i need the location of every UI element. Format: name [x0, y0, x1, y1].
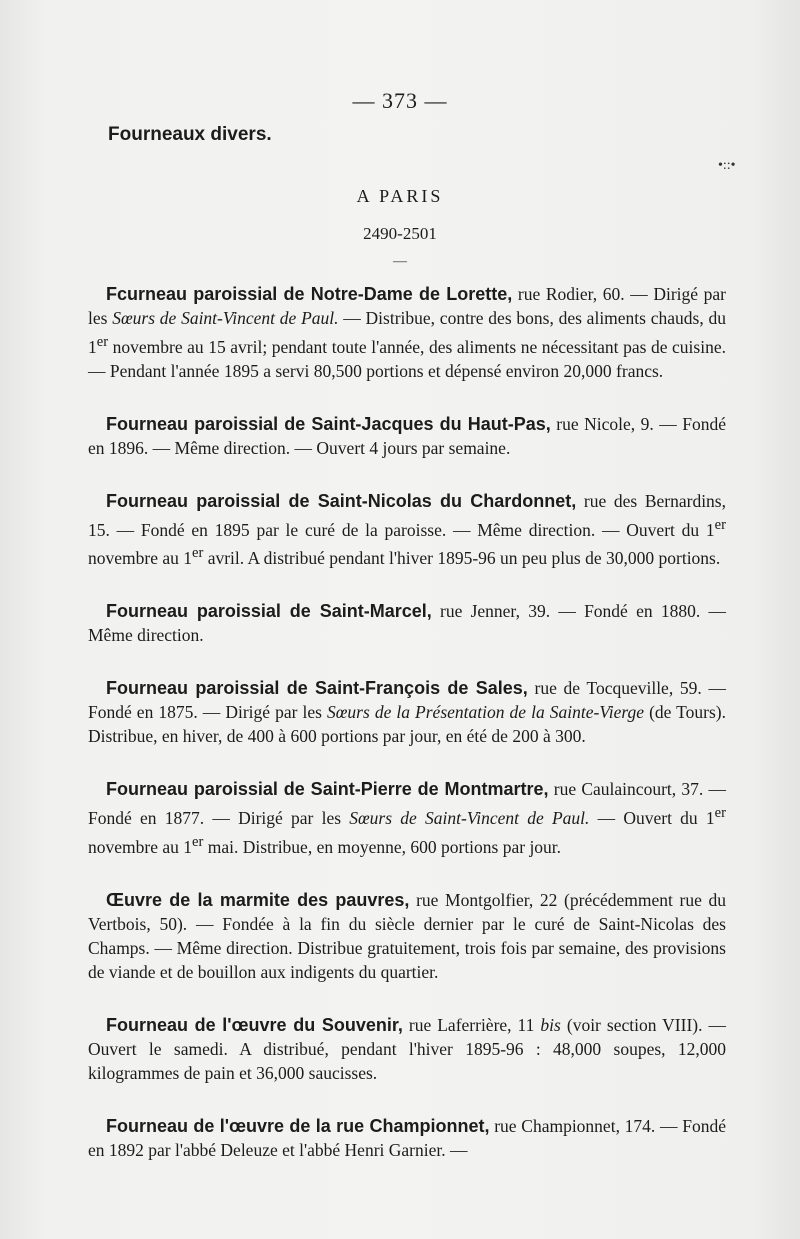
entry-number-range: 2490-2501 [363, 224, 437, 243]
entry-name: Œuvre de la marmite des pauvres, [106, 890, 410, 911]
list-item [88, 282, 726, 383]
entry-list [88, 282, 726, 1191]
entry-body: rue Nicole, 9. — Fondé en 1896. — Même direction. — Ouvert 4 jours par semaine. [88, 413, 726, 458]
list-item [88, 1013, 726, 1085]
city-heading: A PARIS [356, 186, 444, 206]
entry-name: Fourneau paroissial de Saint-Pierre de Montmartre, [106, 779, 549, 800]
entry-name: Fourneau paroissial de Saint-Nicolas du Chardonnet, [106, 490, 577, 511]
section-title: Fourneaux divers. [108, 124, 272, 145]
entry-body: rue de Tocqueville, 59. — Fondé en 1875. — Dirigé par les Sœurs de la Présentation de la Sainte-Vierge (de Tours). Distribue, en hiver, de 400 à 600 portions par jour, en été de 200 à 300. [88, 678, 726, 747]
entry-name: Fourneau de l'œuvre de la rue Championnet, [106, 1116, 490, 1137]
separator: — [393, 254, 407, 269]
entry-body: rue Championnet, 174. — Fondé en 1892 par l'abbé Deleuze et l'abbé Henri Garnier. — [88, 1116, 727, 1161]
entry-body: rue Montgolfier, 22 (précédemment rue du Vertbois, 50). — Fondée à la fin du siècle dernier par le curé de Saint-Nicolas des Champs. — Même direction. Distribue gratuitement, trois fois par semaine, des provisions de viande et de bouillon aux indigents du quartier. [88, 890, 727, 983]
list-item [88, 1114, 726, 1162]
list-item [88, 777, 726, 859]
entry-body: rue Laferrière, 11 bis (voir section VIII). — Ouvert le samedi. A distribué, pendant l'hiver 1895-96 : 48,000 soupes, 12,000 kilogrammes de pain et 36,000 saucisses. [88, 1015, 726, 1084]
page-number: — 373 — [352, 88, 448, 113]
list-item [88, 489, 726, 571]
printer-mark: •::• [718, 158, 736, 173]
entry-name: Fourneau paroissial de Saint-Jacques du Haut-Pas, [106, 413, 551, 434]
list-item [88, 412, 726, 460]
entry-name: Fourneau paroissial de Saint-Marcel, [106, 601, 432, 622]
entry-body: rue Caulaincourt, 37. — Fondé en 1877. — Dirigé par les Sœurs de Saint-Vincent de Paul. — Ouvert du 1er novembre au 1er mai. Distribue, en moyenne, 600 portions par jour. [88, 779, 727, 858]
entry-name: Fourneau de l'œuvre du Souvenir, [106, 1015, 403, 1036]
list-item [88, 676, 726, 748]
entry-body: rue des Bernardins, 15. — Fondé en 1895 par le curé de la paroisse. — Même direction. — Ouvert du 1er novembre au 1er avril. A distribué pendant l'hiver 1895-96 un peu plus de 30,000 portions. [88, 490, 726, 569]
entry-body: rue Jenner, 39. — Fondé en 1880. — Même direction. [88, 601, 726, 646]
list-item [88, 888, 726, 984]
list-item [88, 599, 726, 647]
entry-name: Fourneau paroissial de Saint-François de Sales, [106, 678, 528, 699]
entry-name: Fcurneau paroissial de Notre-Dame de Lorette, [106, 284, 513, 304]
entry-body: rue Rodier, 60. — Dirigé par les Sœurs de Saint-Vincent de Paul. — Distribue, contre des bons, des aliments chauds, du 1er novembre au 15 avril; pendant toute l'année, des aliments ne nécessitant pas de cuisine. — Pendant l'année 1895 a servi 80,500 portions et dépensé environ 20,000 francs. [88, 284, 727, 381]
